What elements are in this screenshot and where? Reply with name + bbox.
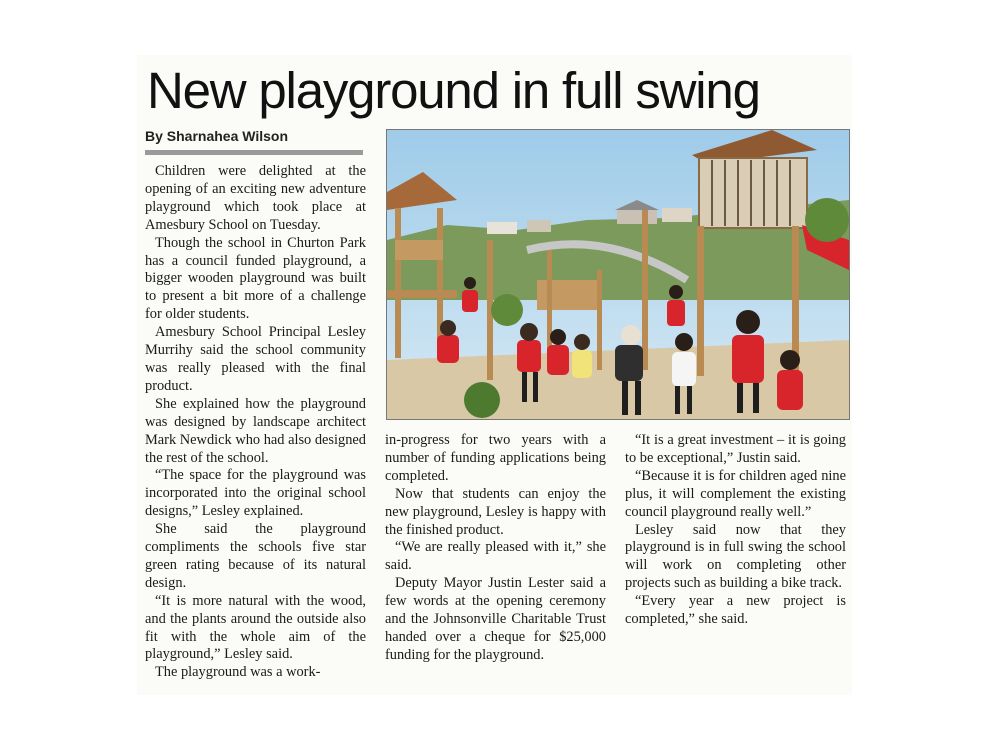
paragraph: She explained how the playground was designed by landscape architect Mark Newdick who had also designed the rest of the school. <box>145 395 367 466</box>
paragraph: “It is more natural with the wood, and the plants around the outside also fit with the whole aim of the playground,” Lesley said. <box>145 592 366 663</box>
article-column-2 <box>385 432 606 665</box>
paragraph: Though the school in Churton Park has a council funded playground, a bigger wooden playground was built to present a bit more of a challenge for older students. <box>145 234 366 323</box>
playground-photo-illustration <box>387 130 849 419</box>
paragraph: The playground was a work- <box>155 664 321 681</box>
paragraph: “It is a great investment – it is going to be exceptional,” Justin said. <box>625 432 846 466</box>
paragraph: Lesley said now that they playground is in full swing the school will work on completing other projects such as building a bike track. <box>625 521 846 592</box>
paragraph: in-progress for two years with a number of funding applications being completed. <box>385 432 606 484</box>
paragraph: She said the playground compliments the schools five star green rating because of its natural design. <box>145 521 366 591</box>
paragraph: Children were delighted at the opening of an exciting new adventure playground which took place at Amesbury School on Tuesday. <box>145 163 366 233</box>
paragraph: Amesbury School Principal Lesley Murrihy said the school community was really pleased with the final product. <box>145 324 366 394</box>
paragraph: “Because it is for children aged nine plus, it will complement the existing council playground really well.” <box>625 467 846 520</box>
article-column-3 <box>625 432 846 629</box>
paragraph: “Every year a new project is completed,” she said. <box>625 593 846 628</box>
byline-rule <box>145 150 363 155</box>
paragraph: Deputy Mayor Justin Lester said a few words at the opening ceremony and the Johnsonville Charitable Trust handed over a cheque for $25,000 funding for the playground. <box>385 575 606 663</box>
headline: New playground in full swing <box>147 62 760 119</box>
playground-photo <box>386 129 850 420</box>
byline: By Sharnahea Wilson <box>145 128 289 144</box>
newspaper-clipping <box>137 55 852 695</box>
paragraph: Now that students can enjoy the new playground, Lesley is happy with the finished product. <box>385 485 606 538</box>
article-column-1 <box>145 163 366 682</box>
paragraph: “The space for the playground was incorporated into the original school designs,” Lesley explained. <box>145 467 366 520</box>
paragraph: “We are really pleased with it,” she said. <box>385 539 606 574</box>
